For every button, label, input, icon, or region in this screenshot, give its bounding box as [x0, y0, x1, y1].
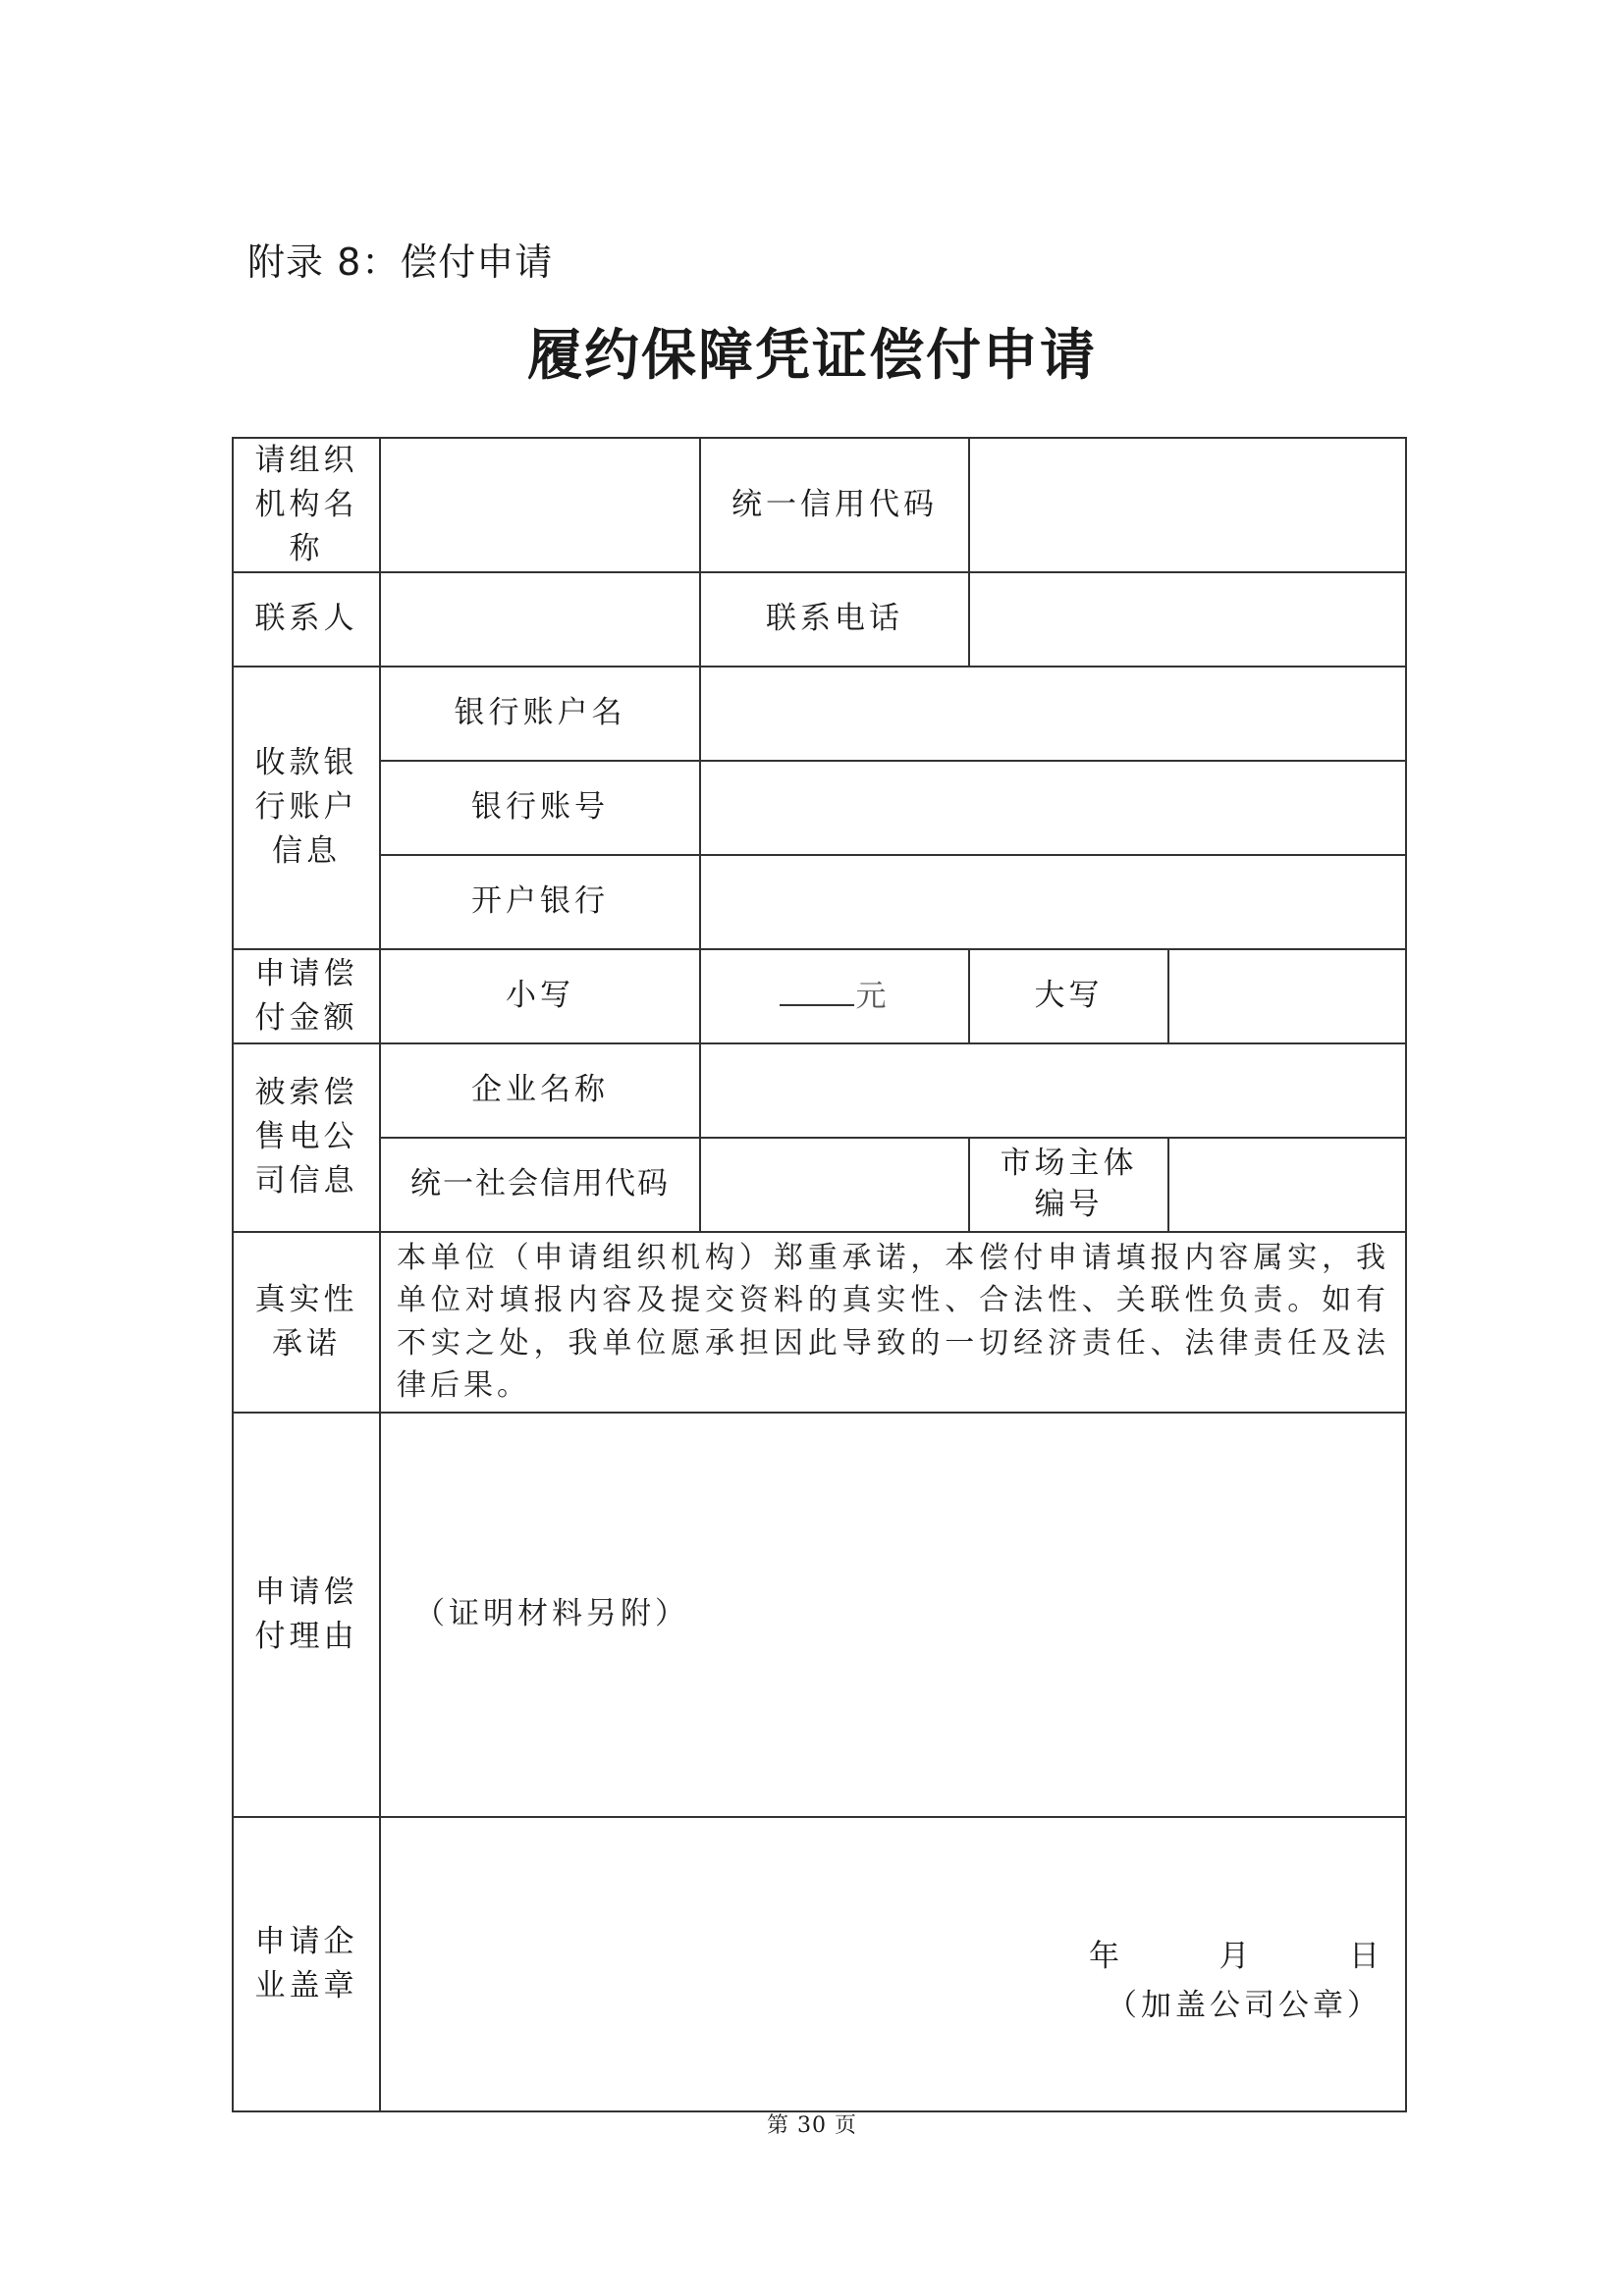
form-row-company-name [233, 1043, 1406, 1138]
company-name-label: 企业名称 [380, 1043, 700, 1138]
bank-account-name-label: 银行账户名 [380, 667, 700, 761]
date-year: 年 [1089, 1938, 1123, 1974]
amount-label: 申请偿付金额 [233, 949, 380, 1043]
company-name-field[interactable] [700, 1043, 1406, 1138]
form-row-org [233, 438, 1406, 572]
page-number: 第 30 页 [767, 2113, 857, 2138]
reason-field[interactable] [380, 1413, 1406, 1817]
seal-note: （加盖公司公章） [1107, 1987, 1381, 2023]
market-entity-no-label: 市场主体编号 [969, 1138, 1168, 1232]
org-name-label: 请组织机构名称 [233, 438, 380, 572]
form-row-reason [233, 1413, 1406, 1817]
seal-label: 申请企业盖章 [233, 1817, 380, 2111]
social-credit-code-label: 统一社会信用代码 [380, 1138, 700, 1232]
bank-account-no-label: 银行账号 [380, 761, 700, 855]
org-name-field[interactable] [380, 438, 700, 572]
credit-code-field[interactable] [969, 438, 1406, 572]
reason-label: 申请偿付理由 [233, 1413, 380, 1817]
form-row-contact [233, 572, 1406, 667]
page-title: 履约保障凭证偿付申请 [527, 323, 1097, 388]
amount-lower-label: 小写 [380, 949, 700, 1043]
claimed-company-label: 被索偿售电公司信息 [233, 1043, 380, 1232]
amount-unit: 元 [855, 978, 891, 1014]
contact-label: 联系人 [233, 572, 380, 667]
claim-form-table [232, 437, 1407, 2112]
form-row-company-codes [233, 1138, 1406, 1232]
bank-account-name-field[interactable] [700, 667, 1406, 761]
social-credit-code-field[interactable] [700, 1138, 969, 1232]
appendix-label: 附录 8：偿付申请 [247, 240, 554, 284]
form-row-bank-account-no [233, 761, 1406, 855]
form-row-seal [233, 1817, 1406, 2111]
seal-date-line [1089, 1936, 1383, 1978]
bank-name-field[interactable] [700, 855, 1406, 949]
contact-field[interactable] [380, 572, 700, 667]
amount-upper-field[interactable] [1168, 949, 1406, 1043]
form-row-amount [233, 949, 1406, 1043]
seal-field[interactable] [380, 1817, 1406, 2111]
amount-blank[interactable] [780, 975, 854, 1006]
form-row-bank-account-name [233, 667, 1406, 761]
phone-field[interactable] [969, 572, 1406, 667]
date-day: 日 [1349, 1938, 1383, 1974]
form-row-bank-name [233, 855, 1406, 949]
credit-code-label: 统一信用代码 [700, 438, 969, 572]
date-month: 月 [1218, 1938, 1254, 1974]
truthfulness-text: 本单位（申请组织机构）郑重承诺，本偿付申请填报内容属实，我单位对填报内容及提交资料的真实性、合法性、关联性负责。如有不实之处，我单位愿承担因此导致的一切经济责任、法律责任及法律后果。 [380, 1232, 1406, 1413]
market-entity-no-field[interactable] [1168, 1138, 1406, 1232]
bank-info-label: 收款银行账户信息 [233, 667, 380, 949]
phone-label: 联系电话 [700, 572, 969, 667]
truthfulness-label: 真实性承诺 [233, 1232, 380, 1413]
bank-account-no-field[interactable] [700, 761, 1406, 855]
amount-upper-label: 大写 [969, 949, 1168, 1043]
form-row-truthfulness [233, 1232, 1406, 1413]
bank-name-label: 开户银行 [380, 855, 700, 949]
amount-lower-field[interactable] [700, 949, 969, 1043]
reason-note: （证明材料另附） [414, 1596, 689, 1632]
